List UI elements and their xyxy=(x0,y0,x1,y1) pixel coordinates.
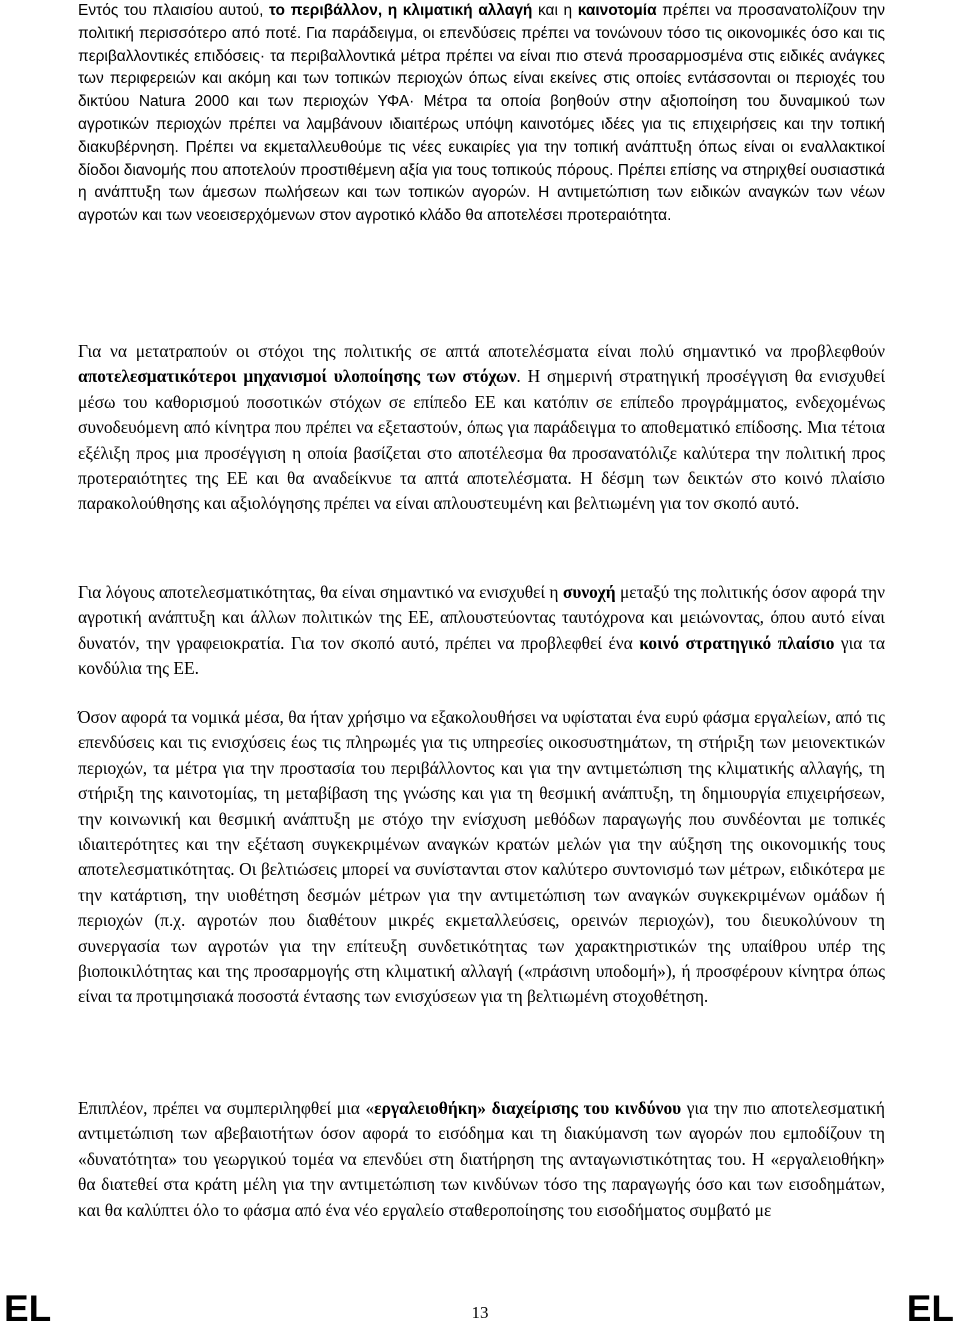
text-run: . Η σημερινή στρατηγική προσέγγιση θα ενισχυθεί μέσω του καθορισμού ποσοτικών στόχων σε επίπεδο ΕΕ και κατόπιν σε επίπεδο προγράμματος, ενδεχομένως συνοδευόμενη από κίνητρα που πρέπει να εξεταστούν, όπως για παράδειγμα το αποθεματικό επίδοσης. Μια τέτοια εξέλιξη προς μια προσέγγιση η οποία βασίζεται στο αποτέλεσμα θα προσανατόλιζε καλύτερα την πολιτική προς προτεραιότητες της ΕΕ και θα αναδείκνυε τα απτά αποτελέσματα. Η δέσμη των δεικτών στο κοινό πλαίσιο παρακολούθησης και αξιολόγησης πρέπει να είναι απλουστευμένη και βελτιωμένη για τον σκοπό αυτό. xyxy=(78,366,885,514)
paragraph-2 xyxy=(78,339,885,517)
text-run: πρέπει να προσανατολίζουν την πολιτική περισσότερο από ποτέ. Για παράδειγμα, οι επενδύσεις πρέπει να τονώνουν τόσο τις οικονομικές όσο και τις περιβαλλοντικές επιδόσεις· τα περιβαλλοντικά μέτρα πρέπει να είναι πιο στενά προσαρμοσμένα στις ειδικές ανάγκες των περιφερειών και ακόμη και των τοπικών περιοχών όπως είναι εκείνες στις οποίες εντάσσονται οι περιοχές του δικτύου Natura 2000 και των περιοχών ΥΦΑ· Μέτρα τα οποία βοηθούν στην αξιοποίηση του δυναμικού των αγροτικών περιοχών πρέπει να λαμβάνουν ιδιαιτέρως υπόψη καινοτόμες ιδέες για τις επιχειρήσεις και την τοπική διακυβέρνηση. Πρέπει να εκμεταλλευθούμε τις νέες ευκαιρίες για την τοπική ανάπτυξη όπως είναι οι εναλλακτικοί δίοδοι διανομής που αποτελούν προστιθέμενη αξία για τους τοπικούς πόρους. Πρέπει επίσης να στηριχθεί ουσιαστικά η ανάπτυξη των άμεσων πωλήσεων και των τοπικών αγορών. Η αντιμετώπιση των ειδικών αναγκών των νέων αγροτών και των νεοεισερχόμενων στον αγροτικό κλάδο θα αποτελέσει προτεραιότητα. xyxy=(78,2,885,225)
text-run: Για λόγους αποτελεσματικότητας, θα είναι σημαντικό να ενισχυθεί η xyxy=(78,582,563,602)
bold-text-run: εργαλειοθήκη» διαχείρισης του κινδύνου xyxy=(374,1098,682,1118)
paragraph-1 xyxy=(78,0,885,228)
text-run: Εντός του πλαισίου αυτού, xyxy=(78,2,270,19)
text-run: μεταξύ της πολιτικής όσον αφορά την αγροτική ανάπτυξη και άλλων πολιτικών της ΕΕ, απλουστεύοντας ταυτόχρονα και μειώνοντας, όπου αυτό είναι δυνατόν, την γραφειοκρατία. Για τον σκοπό αυτό, πρέπει να προβλεφθεί ένα xyxy=(78,582,886,653)
bold-text-run: καινοτομία xyxy=(577,2,657,19)
text-run: και η xyxy=(532,2,578,19)
text-run: Όσον αφορά τα νομικά μέσα, θα ήταν χρήσιμο να εξακολουθήσει να υφίσταται ένα ευρύ φάσμα εργαλείων, από τις επενδύσεις και τις ενισχύσεις έως τις πληρωμές για τις υπηρεσίες οικοσυστημάτων, τη στήριξη των μειονεκτικών περιοχών, τα μέτρα για την προστασία του περιβάλλοντος και για την αντιμετώπιση της κλιματικής αλλαγής, τη στήριξη της καινοτομίας, τη μεταβίβαση της γνώσης και για τη θεσμική ανάπτυξη, τη δημιουργία επιχειρήσεων, την κοινωνική και θεσμική ανάπτυξη με στόχο την ενίσχυση μεθόδων παραγωγής που συνδέονται με τοπικές ιδιαιτερότητες και την εξέταση συγκεκριμένων αναγκών κρατών μελών για την αύξηση της οικονομικής τους αποτελεσματικότητας. Οι βελτιώσεις μπορεί να συνίστανται στον καλύτερο συντονισμό των μέτρων, ειδικότερα με την κατάρτιση, την υιοθέτηση δεσμών μέτρων για την αντιμετώπιση των αναγκών συγκεκριμένων ομάδων ή περιοχών (π.χ. αγροτών που διαθέτουν μικρές εκμεταλλεύσεις, ορεινών περιοχών), του διευκολύνουν τη συνεργασία των αγροτών για την επίτευξη συνδετικότητας των χαρακτηριστικών της υπαίθρου υπέρ της βιοποικιλότητας και της προσαρμογής στη κλιματική αλλαγή («πράσινη υποδομή»), ή προσφέρουν κίνητρα όπως είναι τα προτιμησιακά ποσοστά έντασης των ενισχύσεων για τη βελτιωμένη στοχοθέτηση. xyxy=(78,707,885,1007)
bold-text-run: αποτελεσματικότεροι μηχανισμοί υλοποίησης των στόχων xyxy=(78,366,517,387)
footer-language-left: EL xyxy=(4,1288,52,1329)
paragraph-5 xyxy=(78,1096,885,1223)
bold-text-run: το περιβάλλον, η κλιματική αλλαγή xyxy=(269,2,533,19)
bold-text-run: κοινό στρατηγικό πλαίσιο xyxy=(639,632,835,653)
text-run: Για να μετατραπούν οι στόχοι της πολιτικής σε απτά αποτελέσματα είναι πολύ σημαντικό να προβλεφθούν xyxy=(78,341,885,361)
bold-text-run: συνοχή xyxy=(562,582,616,602)
text-run: για τα κονδύλια της ΕΕ. xyxy=(78,632,885,679)
text-run: για την πιο αποτελεσματική αντιμετώπιση των αβεβαιοτήτων όσον αφορά το εισόδημα και τη διακύμανση των αγορών που εμποδίζουν τη «δυνατότητα» του γεωργικού τομέα να επενδύει στη διατήρηση της ανταγωνιστικότητας του. Η «εργαλειοθήκη» θα διατεθεί στα κράτη μέλη για την αντιμετώπιση των κινδύνων τόσο της παραγωγής όσο και των εισοδημάτων, και θα καλύπτει όλο το φάσμα από ένα νέο εργαλείο σταθεροποίησης του εισοδήματος συμβατό με xyxy=(78,1098,885,1220)
page-number: 13 xyxy=(471,1303,489,1322)
paragraph-4 xyxy=(78,705,885,1010)
paragraph-3 xyxy=(78,580,885,682)
footer-language-right: EL xyxy=(906,1288,954,1329)
text-run: Επιπλέον, πρέπει να συμπεριληφθεί μια « xyxy=(78,1098,375,1118)
